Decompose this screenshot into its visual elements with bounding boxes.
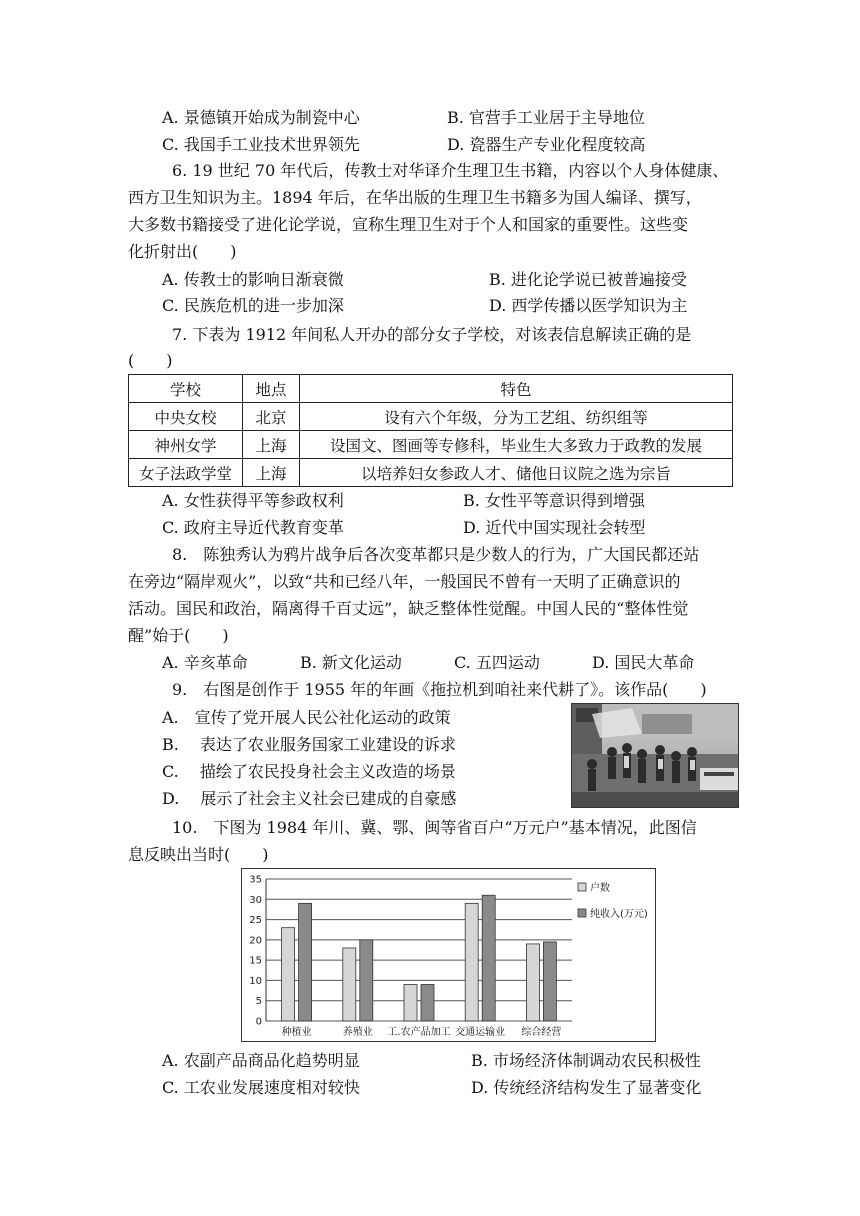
q9-option-c: C. 描绘了农民投身社会主义改造的场景 — [162, 762, 456, 781]
y-tick-label: 5 — [255, 996, 262, 1008]
q5-option-b: B. 官营手工业居于主导地位 — [447, 108, 645, 127]
q7-stem-line-2: ( ) — [128, 351, 173, 370]
table-cell: 上海 — [243, 431, 300, 459]
table-cell: 中央女校 — [129, 403, 243, 431]
q10-option-c: C. 工农业发展速度相对较快 — [162, 1078, 360, 1097]
q8-option-a: A. 辛亥革命 — [162, 653, 248, 672]
q6-option-a: A. 传教士的影响日渐衰微 — [162, 270, 344, 289]
table-header-cell: 地点 — [243, 375, 300, 403]
q7-stem-line-1: 7. 下表为 1912 年间私人开办的部分女子学校，对该表信息解读正确的是 — [172, 325, 692, 344]
table-cell: 北京 — [243, 403, 300, 431]
q6-option-c: C. 民族危机的进一步加深 — [162, 296, 344, 315]
bar-households — [465, 903, 478, 1021]
bar-income — [482, 895, 495, 1021]
table-cell: 神州女学 — [129, 431, 243, 459]
q9-stem-line-1: 9. 右图是创作于 1955 年的年画《拖拉机到咱社来代耕了》。该作品( ) — [172, 680, 707, 699]
table-row — [129, 403, 733, 431]
bar-income — [543, 942, 556, 1021]
y-tick-label: 0 — [255, 1016, 262, 1028]
table-cell: 以培养妇女参政人才、储他日议院之选为宗旨 — [300, 459, 733, 487]
q9-option-d: D. 展示了社会主义社会已建成的自豪感 — [162, 789, 457, 808]
y-tick-label: 20 — [249, 935, 262, 947]
legend-swatch — [578, 883, 586, 891]
x-category-label: 交通运输业 — [455, 1027, 506, 1038]
x-category-label: 养殖业 — [342, 1027, 373, 1038]
y-tick-label: 25 — [249, 915, 262, 927]
chart-svg — [242, 869, 655, 1041]
q6-stem-line-3: 大多数书籍接受了进化论学说，宣称生理卫生对于个人和国家的重要性。这些变 — [128, 215, 689, 234]
q8-option-c: C. 五四运动 — [454, 653, 540, 672]
painting-image — [572, 704, 738, 807]
q7-option-d: D. 近代中国实现社会转型 — [463, 518, 646, 537]
q10-stem-line-1: 10. 下图为 1984 年川、冀、鄂、闽等省百户“万元户”基本情况，此图信 — [172, 818, 697, 837]
q8-stem-line-4: 醒”始于( ) — [128, 626, 229, 645]
q6-stem-line-4: 化折射出( ) — [128, 242, 237, 261]
table-cell: 女子法政学堂 — [129, 459, 243, 487]
q5-option-d: D. 瓷器生产专业化程度较高 — [447, 135, 646, 154]
q8-option-b: B. 新文化运动 — [300, 653, 402, 672]
y-tick-label: 15 — [249, 955, 262, 967]
y-tick-label: 10 — [249, 975, 262, 987]
table-header-cell: 特色 — [300, 375, 733, 403]
q7-option-a: A. 女性获得平等参政权利 — [162, 491, 344, 510]
table-header-row — [129, 375, 733, 403]
q7-option-b: B. 女性平等意识得到增强 — [463, 491, 645, 510]
q6-stem-line-1: 6. 19 世纪 70 年代后，传教士对华译介生理卫生书籍，内容以个人身体健康、 — [172, 161, 729, 180]
q6-option-b: B. 进化论学说已被普遍接受 — [489, 270, 687, 289]
table-cell: 设有六个年级，分为工艺组、纺织组等 — [300, 403, 733, 431]
legend-swatch — [578, 909, 586, 917]
q7-schools-table — [128, 374, 733, 487]
bar-income — [421, 984, 434, 1021]
bar-households — [526, 944, 539, 1021]
q10-option-b: B. 市场经济体制调动农民积极性 — [471, 1051, 701, 1070]
y-tick-label: 35 — [249, 874, 262, 886]
bar-households — [404, 984, 417, 1021]
q6-option-d: D. 西学传播以医学知识为主 — [489, 296, 688, 315]
q7-option-c: C. 政府主导近代教育变革 — [162, 518, 344, 537]
q9-option-b: B. 表达了农业服务国家工业建设的诉求 — [162, 735, 456, 754]
legend-label: 纯收入(万元) — [590, 909, 648, 920]
x-category-label: 种植业 — [281, 1027, 312, 1038]
legend-label: 户数 — [590, 883, 610, 894]
bar-income — [299, 903, 312, 1021]
q8-stem-line-1: 8. 陈独秀认为鸦片战争后各次变革都只是少数人的行为，广大国民都还站 — [172, 545, 700, 564]
bar-income — [360, 940, 373, 1021]
bar-households — [343, 948, 356, 1021]
q5-option-c: C. 我国手工业技术世界领先 — [162, 135, 360, 154]
q8-stem-line-2: 在旁边“隔岸观火”，以致“共和已经八年，一般国民不曾有一天明了正确意识的 — [128, 572, 681, 591]
table-row — [129, 431, 733, 459]
bar-households — [282, 928, 295, 1021]
q8-stem-line-3: 活动。国民和政治，隔离得千百丈远”，缺乏整体性觉醒。中国人民的“整体性觉 — [128, 599, 689, 618]
q6-stem-line-2: 西方卫生知识为主。1894 年后，在华出版的生理卫生书籍多为国人编译、撰写， — [128, 188, 702, 207]
q10-stem-line-2: 息反映出当时( ) — [128, 845, 269, 864]
q9-option-a: A. 宣传了党开展人民公社化运动的政策 — [162, 708, 451, 727]
x-category-label: 综合经营 — [521, 1027, 562, 1038]
y-tick-label: 30 — [249, 894, 262, 906]
tractor-new-year-painting — [571, 703, 739, 808]
x-category-label: 工.农产品加工 — [387, 1027, 451, 1038]
table-row — [129, 459, 733, 487]
table-header-cell: 学校 — [129, 375, 243, 403]
table-cell: 设国文、图画等专修科，毕业生大多致力于政教的发展 — [300, 431, 733, 459]
q10-option-d: D. 传统经济结构发生了显著变化 — [471, 1078, 702, 1097]
q10-option-a: A. 农副产品商品化趋势明显 — [162, 1051, 360, 1070]
table-cell: 上海 — [243, 459, 300, 487]
wanyuanhu-bar-chart — [241, 868, 656, 1042]
q5-option-a: A. 景德镇开始成为制瓷中心 — [162, 108, 360, 127]
q8-option-d: D. 国民大革命 — [592, 653, 695, 672]
